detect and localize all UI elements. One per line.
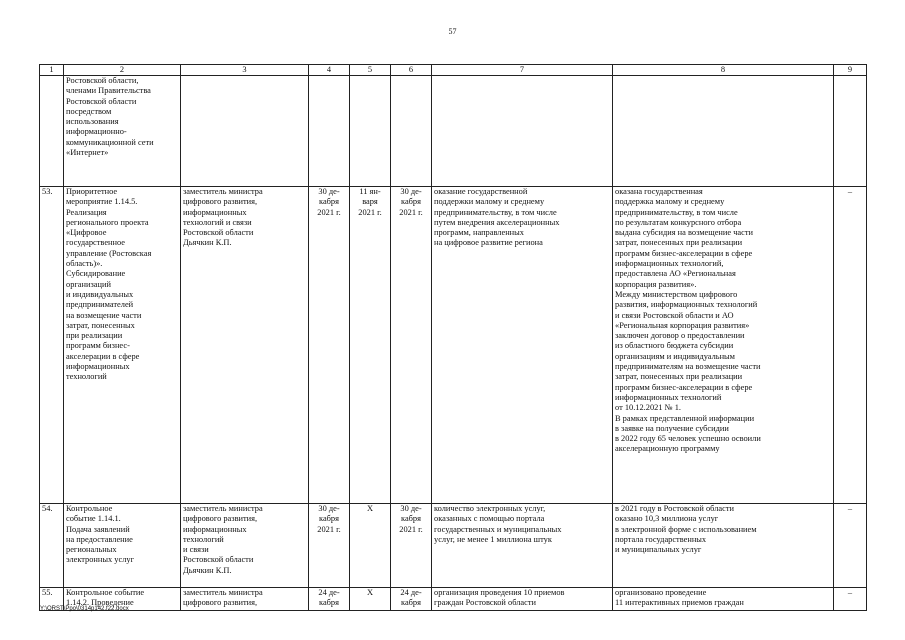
responsible: заместитель министра цифрового развития, информационных технологий и связи Ростовской области Дьячкин К.П.	[181, 504, 309, 588]
file-path-footer: Y:\ORST\Ppo\0314p142.f22.docx	[40, 606, 129, 612]
column-header: 2	[64, 65, 181, 76]
result-actual: в 2021 году в Ростовской области оказано 10,3 миллиона услуг в электронной форме с использованием портала государственных и муниципальных услуг	[613, 504, 834, 588]
note: –	[834, 504, 867, 588]
result-actual: организовано проведение 11 интерактивных приемов граждан	[613, 588, 834, 611]
table-row	[40, 187, 867, 504]
column-header: 9	[834, 65, 867, 76]
fact-start: 11 ян- варя 2021 г.	[350, 187, 391, 504]
event-name: Контрольное событие 1.14.2. Проведение	[64, 588, 181, 611]
plan-end	[391, 76, 432, 187]
row-number: 53.	[40, 187, 64, 504]
result-expected: организация проведения 10 приемов граждан Ростовской области	[432, 588, 613, 611]
responsible: заместитель министра цифрового развития, информационных технологий и связи Ростовской области Дьячкин К.П.	[181, 187, 309, 504]
page-number: 57	[448, 27, 457, 36]
responsible	[181, 76, 309, 187]
result-expected	[432, 76, 613, 187]
plan-start: 24 де- кабря	[309, 588, 350, 611]
event-name: Контрольное событие 1.14.1. Подача заявлений на предоставление региональных электронных услуг	[64, 504, 181, 588]
report-table	[39, 64, 867, 611]
column-header: 4	[309, 65, 350, 76]
row-number: 55.	[40, 588, 64, 611]
column-header: 1	[40, 65, 64, 76]
column-header: 5	[350, 65, 391, 76]
column-header: 7	[432, 65, 613, 76]
column-header: 6	[391, 65, 432, 76]
plan-start: 30 де- кабря 2021 г.	[309, 504, 350, 588]
row-number: 54.	[40, 504, 64, 588]
plan-start	[309, 76, 350, 187]
responsible: заместитель министра цифрового развития,	[181, 588, 309, 611]
column-header: 3	[181, 65, 309, 76]
plan-end: 30 де- кабря 2021 г.	[391, 187, 432, 504]
note	[834, 76, 867, 187]
result-expected: количество электронных услуг, оказанных с помощью портала государственных и муниципальных услуг, не менее 1 миллиона штук	[432, 504, 613, 588]
table-row	[40, 76, 867, 187]
fact-start: X	[350, 588, 391, 611]
note: –	[834, 588, 867, 611]
event-name: Приоритетное мероприятие 1.14.5. Реализация регионального проекта «Цифровое государственное управление (Ростовская область)». Субсидирование организаций и индивидуальных предпринимателей на возмещение части затрат, понесенных при реализации программ бизнес- акселерации в сфере информационных технологий	[64, 187, 181, 504]
table-row	[40, 504, 867, 588]
fact-start: X	[350, 504, 391, 588]
result-actual	[613, 76, 834, 187]
fact-start	[350, 76, 391, 187]
plan-start: 30 де- кабря 2021 г.	[309, 187, 350, 504]
result-actual: оказана государственная поддержка малому и среднему предпринимательству, в том числе по результатам конкурсного отбора выдана субсидия на возмещение части затрат, понесенных при реализации программ бизнес-акселерации в сфере информационных технологий, предоставлена АО «Региональная корпорация развития». Между министерством цифрового развития, информационных технологий и связи Ростовской области и АО «Региональная корпорация развития» заключен договор о предоставлении из областного бюджета субсидии организациям и индивидуальным предпринимателям на возмещение части затрат, понесенных при реализации программ бизнес-акселерации в сфере информационных технологий от 10.12.2021 № 1. В рамках представленной информации в заявке на получение субсидии в 2022 году 65 человек успешно освоили акселерационную программу	[613, 187, 834, 504]
result-expected: оказание государственной поддержки малому и среднему предпринимательству, в том числе путем внедрения акселерационных программ, направленных на цифровое развитие региона	[432, 187, 613, 504]
column-header: 8	[613, 65, 834, 76]
event-name: Ростовской области, членами Правительства Ростовской области посредством использования информационно- коммуникационной сети «Интернет»	[64, 76, 181, 187]
row-number	[40, 76, 64, 187]
plan-end: 24 де- кабря	[391, 588, 432, 611]
plan-end: 30 де- кабря 2021 г.	[391, 504, 432, 588]
note: –	[834, 187, 867, 504]
table-row	[40, 588, 867, 611]
column-header-row	[40, 65, 867, 76]
